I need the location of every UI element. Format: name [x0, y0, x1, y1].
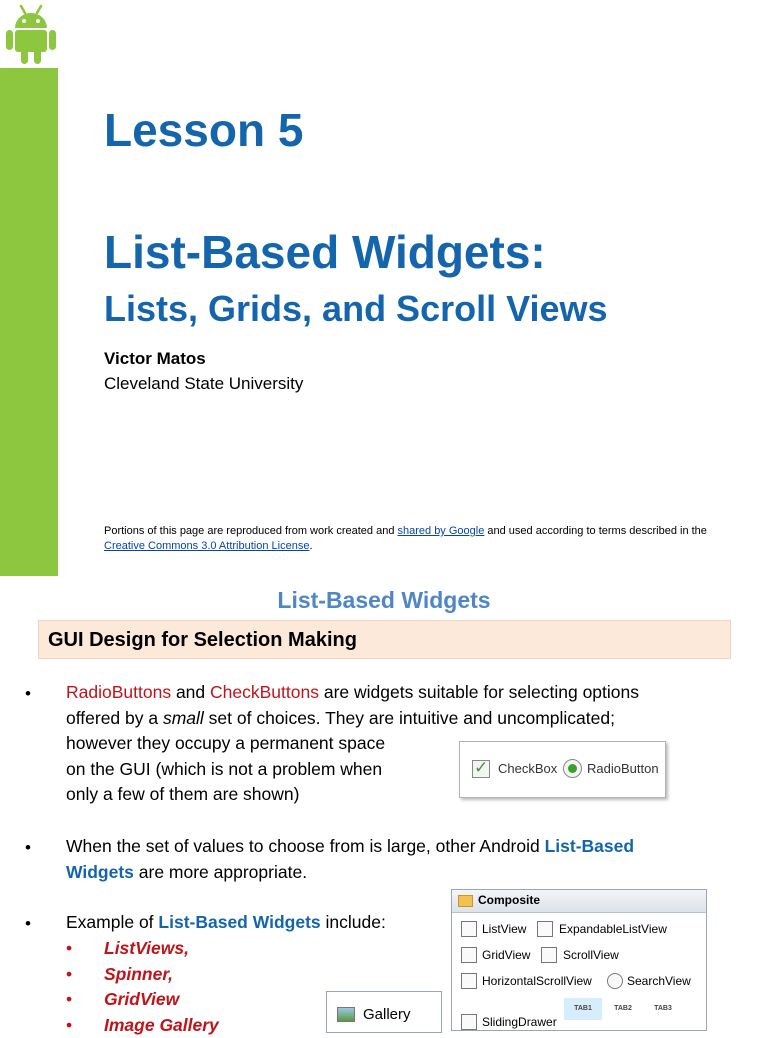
radio-dot-icon: [568, 764, 577, 773]
banner-text: GUI Design for Selection Making: [48, 629, 357, 651]
composite-palette: [451, 889, 707, 1031]
sub-bullet-marker: •: [66, 962, 72, 988]
list-based-term: List-Based: [545, 836, 634, 856]
sub-bullet: [66, 1013, 366, 1038]
checkbuttons-term: CheckButtons: [210, 682, 319, 702]
gallery-icon: [337, 1007, 355, 1022]
scrollview-icon: [541, 947, 557, 963]
gallery-label: Gallery: [363, 1006, 411, 1023]
bullet-1-line-2: [66, 706, 746, 732]
widgets-term: Widgets: [66, 862, 134, 882]
section-banner: [38, 620, 731, 659]
sub-bullet: [66, 987, 366, 1013]
listview-icon: [461, 921, 477, 937]
slide-subtitle: Lists, Grids, and Scroll Views: [104, 288, 608, 330]
sub-bullet: [66, 962, 366, 988]
horizontal-scrollview-icon: [461, 973, 477, 989]
bullet-marker: •: [25, 914, 31, 934]
bullet-1-line-4: on the GUI (which is not a problem when: [66, 757, 746, 783]
expandable-listview-icon: [537, 921, 553, 937]
palette-header[interactable]: [452, 890, 706, 913]
bullet-marker: •: [25, 684, 31, 704]
bullet-text: set of choices. They are intuitive and uncomplicated;: [204, 708, 615, 728]
bullet-text: include:: [321, 912, 386, 932]
palette-item-listview[interactable]: ListView: [482, 922, 526, 936]
bullet-2-line-1: [66, 834, 746, 860]
tab-3[interactable]: TAB3: [644, 998, 682, 1020]
bullet-2: [66, 834, 746, 885]
emphasis-small: small: [163, 708, 204, 728]
search-icon: [607, 973, 623, 989]
slide-title: List-Based Widgets:: [104, 226, 546, 278]
palette-item-horizontalscrollview[interactable]: HorizontalScrollView: [482, 974, 592, 988]
bullet-1-line-3: however they occupy a permanent space: [66, 731, 746, 757]
sub-bullet-list: [66, 936, 366, 1038]
bullet-1-line-1: [66, 680, 746, 706]
radio-demo: [563, 759, 582, 778]
gridview-icon: [461, 947, 477, 963]
attribution-text: and used according to terms described in the: [484, 525, 707, 537]
bullet-text: are more appropriate.: [134, 862, 307, 882]
slide2-title: List-Based Widgets: [0, 586, 768, 614]
check-icon: ✓: [474, 758, 488, 778]
palette-item-expandablelistview[interactable]: ExpandableListView: [559, 922, 667, 936]
creative-commons-link[interactable]: Creative Commons 3.0 Attribution License: [104, 540, 309, 552]
tab-1[interactable]: TAB1: [564, 998, 602, 1020]
sub-item-listviews: ListViews,: [104, 936, 189, 962]
sub-item-spinner: Spinner,: [104, 962, 173, 988]
folder-icon: [458, 895, 473, 907]
bullet-2-line-2: [66, 860, 746, 886]
institution-name: Cleveland State University: [104, 374, 303, 394]
sub-bullet-marker: •: [66, 936, 72, 962]
bullet-3: [66, 910, 446, 936]
android-logo-icon: [5, 3, 57, 65]
bullet-1-line-5: only a few of them are shown): [66, 782, 746, 808]
attribution-text: Portions of this page are reproduced from work created and: [104, 525, 398, 537]
tabhost-preview: [564, 998, 688, 1020]
palette-item-scrollview[interactable]: ScrollView: [563, 948, 619, 962]
attribution-note: [104, 524, 714, 554]
gallery-palette-item[interactable]: [326, 991, 442, 1033]
palette-item-gridview[interactable]: GridView: [482, 948, 530, 962]
bullet-text: offered by a: [66, 708, 163, 728]
checkbox-demo: [472, 760, 490, 778]
checkbox-radio-demo: [459, 741, 666, 798]
palette-item-slidingdrawer[interactable]: SlidingDrawer: [482, 1015, 557, 1029]
radiobuttons-term: RadioButtons: [66, 682, 171, 702]
palette-header-label: Composite: [478, 893, 540, 907]
sub-bullet-marker: •: [66, 1013, 72, 1038]
bullet-marker: •: [25, 838, 31, 858]
bullet-text: and: [171, 682, 210, 702]
author-name: Victor Matos: [104, 349, 206, 369]
sub-bullet: [66, 936, 366, 962]
bullet-text: When the set of values to choose from is large, other Android: [66, 836, 545, 856]
lesson-heading: Lesson 5: [104, 104, 303, 156]
radio-label: RadioButton: [587, 761, 659, 776]
checkbox-label: CheckBox: [498, 761, 557, 776]
bullet-text: Example of: [66, 912, 158, 932]
shared-by-google-link[interactable]: shared by Google: [398, 525, 485, 537]
sub-item-gridview: GridView: [104, 987, 179, 1013]
tab-2[interactable]: TAB2: [604, 998, 642, 1020]
bullet-text: are widgets suitable for selecting options: [319, 682, 639, 702]
palette-item-searchview[interactable]: SearchView: [627, 974, 691, 988]
list-based-widgets-term: List-Based Widgets: [158, 912, 320, 932]
sub-bullet-marker: •: [66, 987, 72, 1013]
green-side-bar: [0, 68, 58, 576]
sub-item-image-gallery: Image Gallery: [104, 1013, 219, 1038]
attribution-text: .: [309, 540, 312, 552]
sliding-drawer-icon: [461, 1014, 477, 1030]
